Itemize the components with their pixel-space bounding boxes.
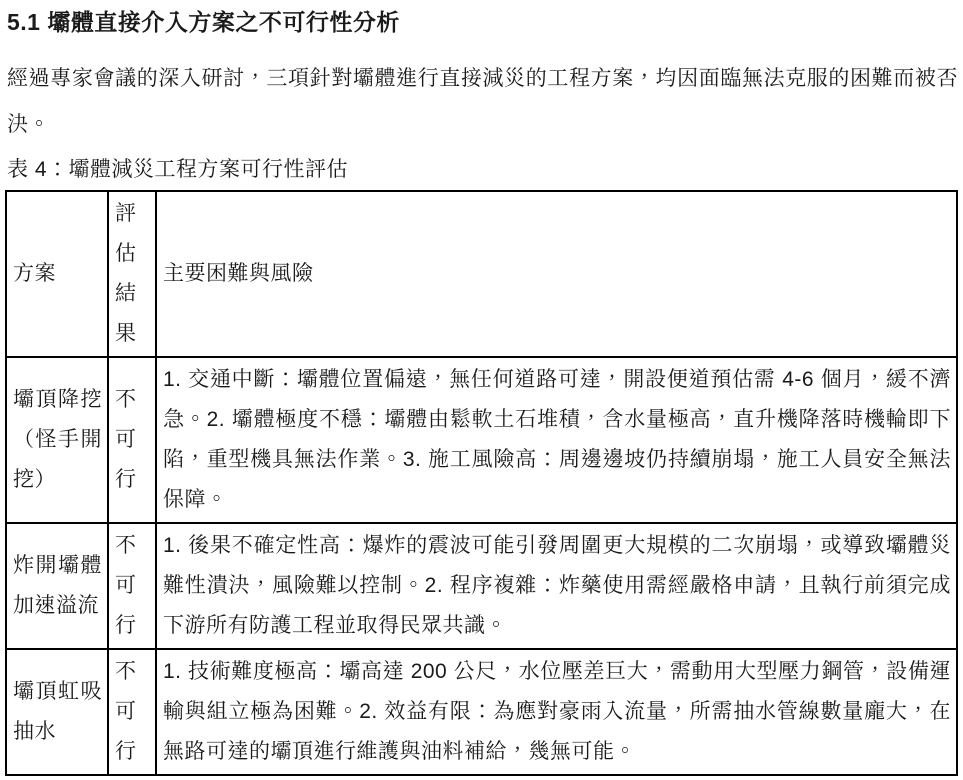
header-main-difficulties-risks: 主要困難與風險 — [156, 191, 957, 357]
risks-cell: 1. 後果不確定性高：爆炸的震波可能引發周圍更大規模的二次崩塌，或導致壩體災難性潰決，風險難以控制。2. 程序複雜：炸藥使用需經嚴格申請，且執行前須完成下游所有防護工程並取得民眾共識。 — [156, 523, 957, 649]
header-evaluation-result: 評估結果 — [108, 191, 156, 357]
table-row — [6, 357, 957, 523]
table-row — [6, 191, 957, 357]
plan-cell-blasting: 炸開壩體加速溢流 — [6, 523, 108, 649]
risks-cell: 1. 技術難度極高：壩高達 200 公尺，水位壓差巨大，需動用大型壓力鋼管，設備運輸與組立極為困難。2. 效益有限：為應對豪雨入流量，所需抽水管線數量龐大，在無路可達的壩頂進行維護與油料補給，幾無可能。 — [156, 649, 957, 775]
plan-cell-siphon-pumping: 壩頂虹吸抽水 — [6, 649, 108, 775]
table-caption: 表 4：壩體減災工程方案可行性評估 — [7, 158, 349, 181]
feasibility-table — [5, 190, 958, 776]
table-row — [6, 523, 957, 649]
header-plan: 方案 — [6, 191, 108, 357]
result-cell: 不可行 — [108, 523, 156, 649]
section-heading: 5.1 壩體直接介入方案之不可行性分析 — [7, 9, 400, 35]
plan-cell-crest-excavation: 壩頂降挖（怪手開挖） — [6, 357, 108, 523]
result-cell: 不可行 — [108, 649, 156, 775]
table-row — [6, 649, 957, 775]
table-header-row — [6, 191, 957, 357]
intro-paragraph: 經過專家會議的深入研討，三項針對壩體進行直接減災的工程方案，均因面臨無法克服的困難而被否決。 — [7, 67, 958, 136]
result-cell: 不可行 — [108, 357, 156, 523]
risks-cell: 1. 交通中斷：壩體位置偏遠，無任何道路可達，開設便道預估需 4-6 個月，緩不濟急。2. 壩體極度不穩：壩體由鬆軟土石堆積，含水量極高，直升機降落時機輪即下陷，重型機具無法作業。3. 施工風險高：周邊邊坡仍持續崩塌，施工人員安全無法保障。 — [156, 357, 957, 523]
